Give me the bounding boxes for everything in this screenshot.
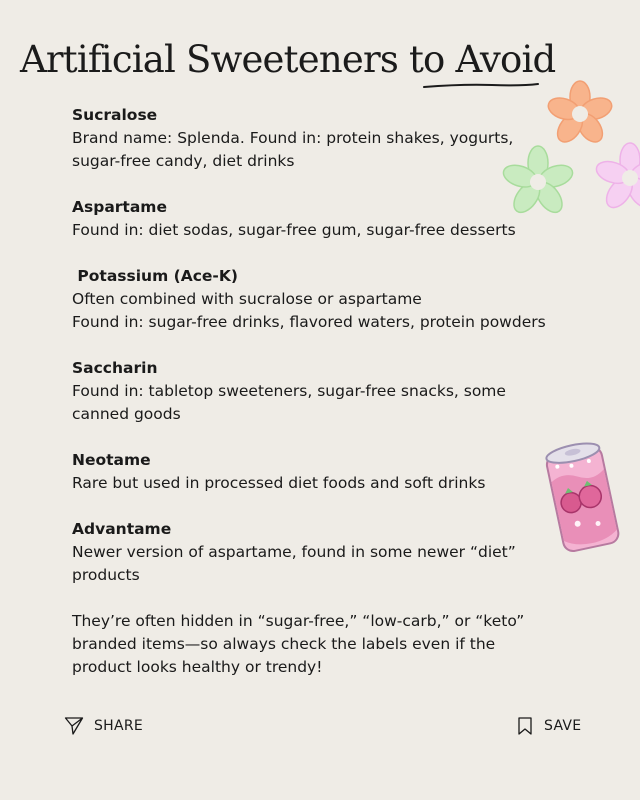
content [72,104,612,679]
title-main: Artificial Sweeteners to [20,38,456,81]
sweetener-description: products [72,566,140,584]
save-button[interactable] [516,716,581,736]
note-line: They’re often hidden in “sugar-free,” “low-carb,” or “keto” [72,612,525,630]
share-button[interactable] [64,716,143,736]
sweetener-description: Found in: diet sodas, sugar-free gum, sugar-free desserts [72,221,516,239]
sweetener-item [72,449,612,495]
page-title [20,38,555,81]
sweetener-item [72,265,612,334]
sweetener-name: Potassium (Ace-K) [72,267,238,285]
sweetener-description: Found in: tabletop sweeteners, sugar-free snacks, some [72,382,506,400]
sweetener-description: Often combined with sucralose or aspartame [72,290,422,308]
sweetener-description: canned goods [72,405,181,423]
bookmark-icon [516,716,534,736]
sweetener-name: Neotame [72,451,151,469]
title-underline [422,81,540,91]
sweetener-description: Brand name: Splenda. Found in: protein shakes, yogurts, [72,129,514,147]
sweetener-name: Sucralose [72,106,158,124]
sweetener-item [72,196,612,242]
share-label: SHARE [94,718,144,734]
sweetener-item [72,518,612,587]
sweetener-description: Rare but used in processed diet foods and soft drinks [72,474,486,492]
sweetener-description: Found in: sugar-free drinks, flavored waters, protein powders [72,313,546,331]
sweetener-description: Newer version of aspartame, found in some newer “diet” [72,543,516,561]
sweetener-item [72,357,612,426]
sweetener-name: Advantame [72,520,172,538]
sweetener-name: Saccharin [72,359,158,377]
note-line: branded items—so always check the labels even if the [72,635,496,653]
sweetener-name: Aspartame [72,198,167,216]
sweetener-description: sugar-free candy, diet drinks [72,152,295,170]
send-icon [64,716,84,736]
save-label: SAVE [544,718,582,734]
note-line: product looks healthy or trendy! [72,658,323,676]
note-paragraph [72,610,612,679]
title-highlight: Avoid [455,38,556,81]
sweetener-item [72,104,612,173]
